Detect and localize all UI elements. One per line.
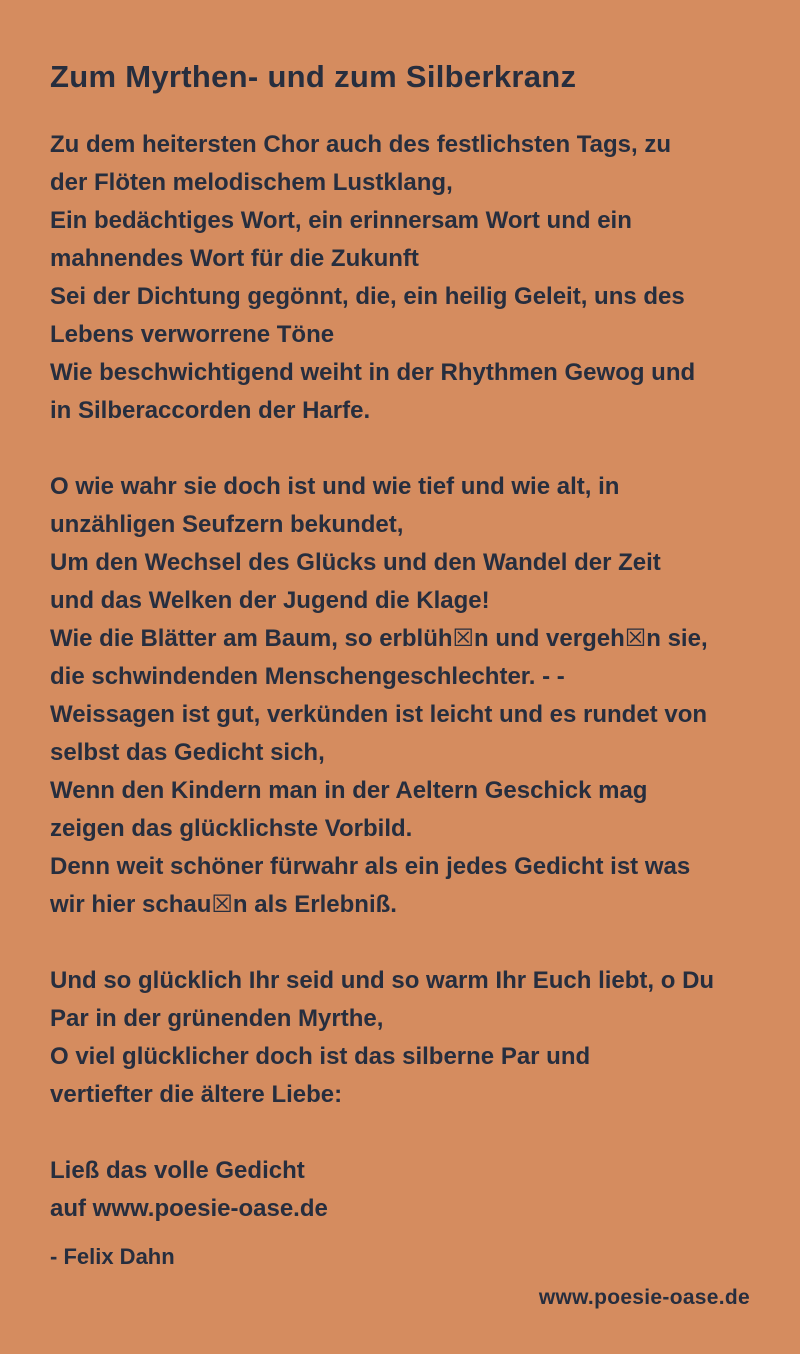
poem-line: die schwindenden Menschengeschlechter. - - bbox=[50, 663, 565, 690]
poem-line: Par in der grünenden Myrthe, bbox=[50, 1005, 384, 1032]
poem-line: Weissagen ist gut, verkünden ist leicht und es rundet von bbox=[50, 701, 708, 728]
poem-line: Und so glücklich Ihr seid und so warm Ihr Euch liebt, o Du bbox=[50, 967, 715, 994]
poem-line: Wenn den Kindern man in der Aeltern Geschick mag bbox=[50, 777, 648, 804]
poem-title: Zum Myrthen- und zum Silberkranz bbox=[50, 59, 577, 94]
poem-line: wir hier schau☒n als Erlebniß. bbox=[50, 891, 397, 918]
poem-line: vertiefter die ältere Liebe: bbox=[50, 1081, 343, 1108]
poem-line: unzähligen Seufzern bekundet, bbox=[50, 511, 404, 538]
poem-line: in Silberaccorden der Harfe. bbox=[50, 397, 371, 424]
poem-body bbox=[50, 126, 750, 1228]
poem-line: Sei der Dichtung gegönnt, die, ein heilig Geleit, uns des bbox=[50, 283, 685, 310]
stanza bbox=[50, 468, 750, 924]
poem-line: Denn weit schöner fürwahr als ein jedes Gedicht ist was bbox=[50, 853, 691, 880]
stanza bbox=[50, 126, 750, 430]
poem-line: Lebens verworrene Töne bbox=[50, 321, 335, 348]
poem-line: auf www.poesie-oase.de bbox=[50, 1195, 328, 1222]
poem-line: Ließ das volle Gedicht bbox=[50, 1157, 305, 1184]
site-url: www.poesie-oase.de bbox=[538, 1286, 750, 1309]
stanza bbox=[50, 962, 750, 1114]
poem-line: Ein bedächtiges Wort, ein erinnersam Wort und ein bbox=[50, 207, 632, 234]
poem-line: mahnendes Wort für die Zukunft bbox=[50, 245, 419, 272]
poem-line: O wie wahr sie doch ist und wie tief und wie alt, in bbox=[50, 473, 620, 500]
poem-line: zeigen das glücklichste Vorbild. bbox=[50, 815, 413, 842]
poem-author: - Felix Dahn bbox=[50, 1244, 175, 1269]
poem-line: O viel glücklicher doch ist das silberne Par und bbox=[50, 1043, 591, 1070]
poem-line: Zu dem heitersten Chor auch des festlichsten Tags, zu bbox=[50, 131, 672, 158]
poem-line: Wie beschwichtigend weiht in der Rhythmen Gewog und bbox=[50, 359, 696, 386]
poem-line: selbst das Gedicht sich, bbox=[50, 739, 325, 766]
poem-line: und das Welken der Jugend die Klage! bbox=[50, 587, 490, 614]
poem-line: Wie die Blätter am Baum, so erblüh☒n und vergeh☒n sie, bbox=[50, 625, 708, 652]
poem-line: der Flöten melodischem Lustklang, bbox=[50, 169, 453, 196]
poem-line: Um den Wechsel des Glücks und den Wandel der Zeit bbox=[50, 549, 661, 576]
stanza bbox=[50, 1152, 750, 1228]
